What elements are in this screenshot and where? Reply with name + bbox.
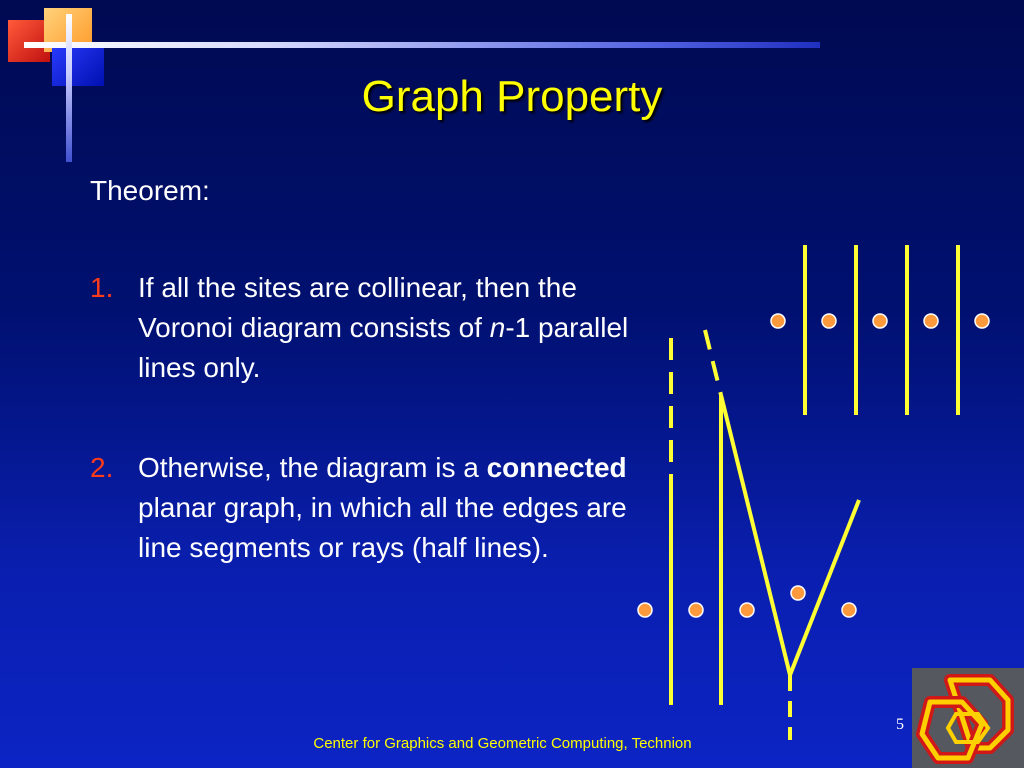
item-2-text-part1: Otherwise, the diagram is a [138,452,487,483]
site-point [842,603,856,617]
footer-text: Center for Graphics and Geometric Computing, Technion [313,735,692,752]
item-1-text-part1: If all the sites are collinear, then the Voronoi diagram consists of [138,272,577,343]
item-1-italic-n: n [489,312,506,343]
site-point [791,586,805,600]
site-point [975,314,989,328]
site-point [822,314,836,328]
dashed-ray [705,330,721,395]
item-2-text-part2: planar graph, in which all the edges are line segments or rays (half lines). [138,492,627,563]
site-point [771,314,785,328]
item-2-number: 2. [90,452,114,483]
connected-diagram [638,330,859,740]
item-2-bold-connected: connected [486,452,627,483]
site-point [924,314,938,328]
edge [721,395,790,675]
technion-knot-logo-icon [912,668,1024,768]
item-1-number: 1. [90,272,114,303]
slide-title: Graph Property [361,72,663,121]
page-number: 5 [896,716,904,733]
site-point [638,603,652,617]
site-point [740,603,754,617]
theorem-label: Theorem: [90,175,210,206]
item-1-text-part2: -1 parallel lines only. [138,312,629,383]
site-point [873,314,887,328]
site-point [689,603,703,617]
collinear-diagram [771,245,989,415]
